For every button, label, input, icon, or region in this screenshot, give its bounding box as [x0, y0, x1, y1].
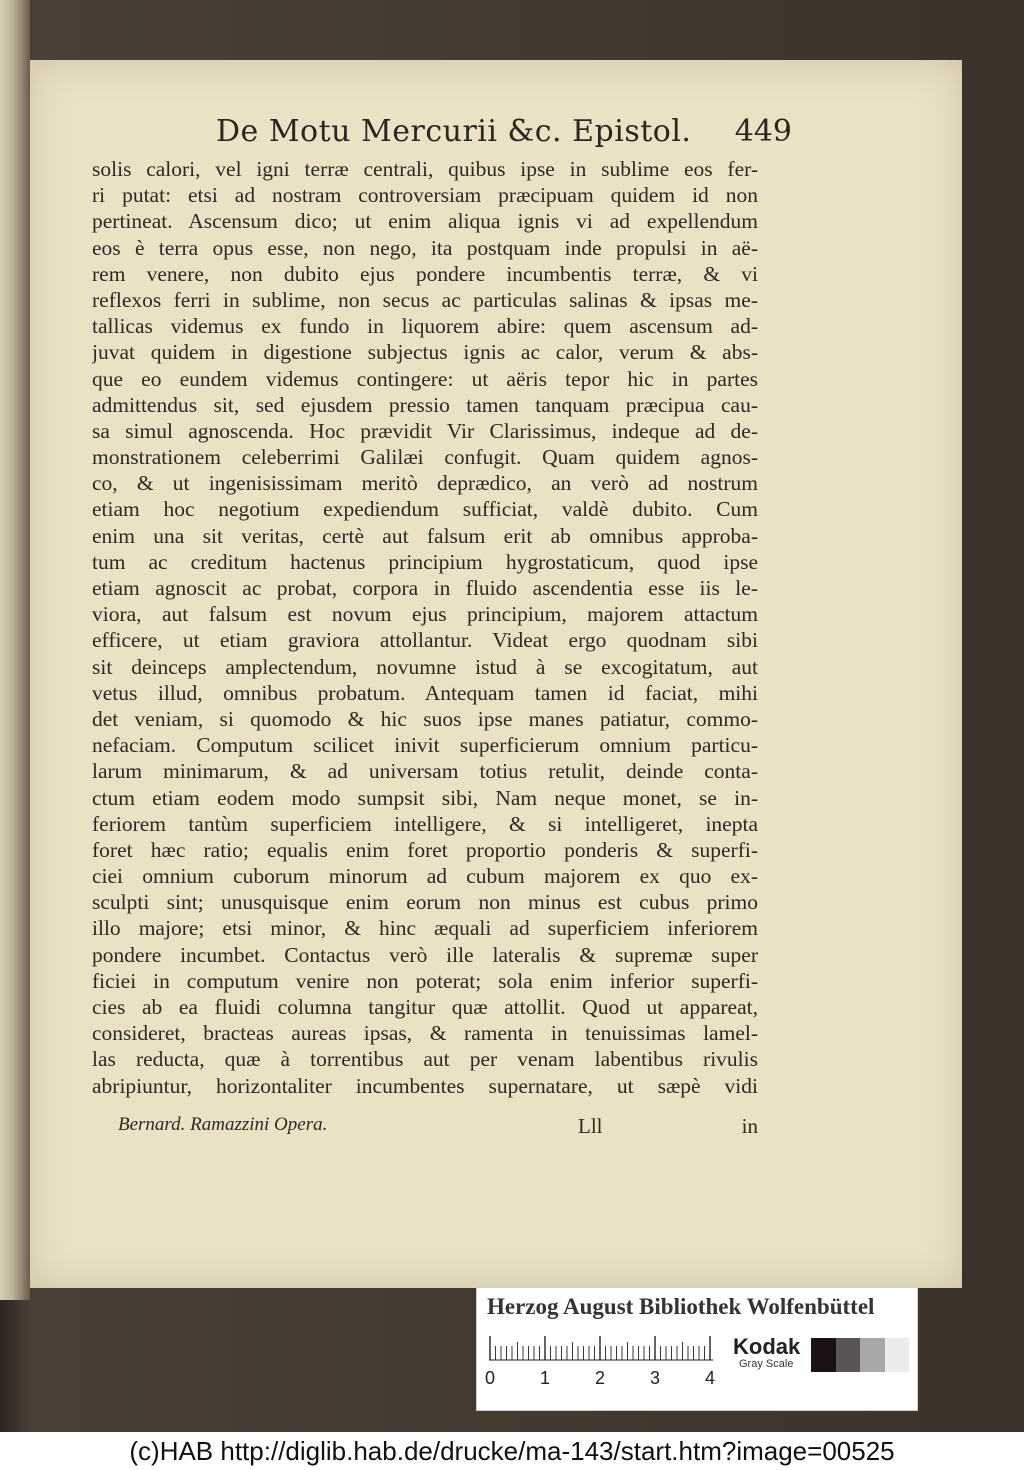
text-line: las reducta, quæ à torrentibus aut per venam labentibus rivulis [92, 1047, 758, 1072]
text-line: ri putat: etsi ad nostram controversiam præcipuam quidem id non [92, 183, 758, 208]
library-name: Herzog August Bibliothek Wolfenbüttel [487, 1294, 875, 1319]
text-line: que eo eundem videmus contingere: ut aëris tepor hic in partes [92, 366, 758, 391]
text-line: sa simul agnoscenda. Hoc prævidit Vir Clarissimus, indeque ad de- [92, 418, 758, 443]
catchword: in [741, 1114, 758, 1138]
text-line: juvat quidem in digestione subjectus ignis ac calor, verum & abs- [92, 340, 758, 365]
text-line: ficiei in computum venire non poterat; sola enim inferior superfi- [92, 968, 758, 993]
text-line: illo majore; etsi minor, & hinc æquali ad superficiem inferiorem [92, 916, 758, 941]
text-line: sculpti sint; unusquisque enim eorum non minus est cubus primo [92, 890, 758, 915]
text-line: consideret, bracteas aureas ipsas, & ramenta in tenuissimas lamel- [92, 1021, 758, 1046]
ruler-scale [489, 1332, 719, 1362]
source-url-bar [0, 1432, 1024, 1470]
text-line: pondere incumbet. Contactus verò ille lateralis & supremæ super [92, 942, 758, 967]
running-title: De Motu Mercurii &c. Epistol. [216, 114, 692, 149]
gray-swatch [811, 1338, 836, 1372]
book-spine-edge [0, 0, 30, 1300]
text-line: enim una sit veritas, certè aut falsum erit ab omnibus approba- [92, 523, 758, 548]
ruler-number: 1 [540, 1368, 551, 1388]
text-line: nefaciam. Computum scilicet inivit superficierum omnium particu- [92, 733, 758, 758]
text-line: etiam agnoscit ac probat, corpora in fluido ascendentia esse iis le- [92, 576, 758, 600]
text-line: tallicas videmus ex fundo in liquorem abire: quem ascensum ad- [92, 314, 758, 339]
footer-author: Bernard. Ramazzini Opera. [118, 1114, 328, 1135]
text-line: foret hæc ratio; equalis enim foret proportio ponderis & superfi- [92, 837, 758, 862]
gray-swatches [811, 1338, 909, 1372]
calibration-card [476, 1287, 918, 1411]
text-line: pertineat. Ascensum dico; ut enim aliqua ignis vi ad expellendum [92, 209, 758, 234]
text-line: rem venere, non dubito ejus pondere incumbentis terræ, & vi [92, 261, 758, 286]
book-page [30, 60, 962, 1288]
text-line: reflexos ferri in sublime, non secus ac particulas salinas & ipsas me- [92, 287, 758, 312]
gray-swatch [860, 1338, 885, 1372]
gray-swatch [836, 1338, 861, 1372]
text-line: solis calori, vel igni terræ centrali, quibus ipse in sublime eos fer- [92, 157, 758, 181]
ruler-numbers [485, 1368, 725, 1392]
text-line: etiam hoc negotium expediendum sufficiat, valdè dubito. Cum [92, 497, 758, 522]
text-line: vetus illud, omnibus probatum. Antequam tamen id faciat, mihi [92, 680, 758, 705]
text-line: eos è terra opus esse, non nego, ita postquam inde propulsi in aë- [92, 235, 758, 260]
text-line: abripiuntur, horizontaliter incumbentes supernatare, ut sæpè vidi [92, 1073, 758, 1098]
text-line: ctum etiam eodem modo sumpsit sibi, Nam neque monet, se in- [92, 785, 758, 810]
kodak-logo: Kodak [733, 1334, 801, 1359]
text-line: det veniam, si quomodo & hic suos ipse manes patiatur, commo- [92, 706, 758, 731]
signature-mark: Lll [578, 1114, 603, 1138]
ruler-number: 0 [485, 1368, 496, 1388]
text-line: viora, aut falsum est novum ejus principium, majorem attactum [92, 602, 758, 627]
page-header [216, 114, 792, 154]
ruler-number: 3 [650, 1368, 661, 1388]
ruler-number: 2 [595, 1368, 606, 1388]
gray-scale-label: Gray Scale [739, 1358, 794, 1370]
page-number: 449 [734, 114, 792, 149]
text-line: efficere, ut etiam graviora attollantur. Videat ergo quodnam sibi [92, 628, 758, 653]
page-footer [92, 1114, 758, 1142]
text-line: monstrationem celeberrimi Galilæi confugit. Quam quidem agnos- [92, 445, 758, 470]
text-line: cies ab ea fluidi columna tangitur quæ attollit. Quod ut appareat, [92, 995, 758, 1019]
ruler-number: 4 [705, 1368, 716, 1388]
text-line: co, & ut ingenisissimam meritò deprædico, an verò ad nostrum [92, 471, 758, 496]
text-line: tum ac creditum hactenus principium hygrostaticum, quod ipse [92, 549, 758, 574]
text-line: larum minimarum, & ad universam totius retulit, deinde conta- [92, 759, 758, 784]
body-text [92, 156, 758, 1099]
text-line: ciei omnium cuborum minorum ad cubum majorem ex quo ex- [92, 864, 758, 889]
text-line: sit deinceps amplectendum, novumne istud à se excogitatum, aut [92, 654, 758, 679]
text-line: feriorem tantùm superficiem intelligere, & si intelligeret, inepta [92, 811, 758, 836]
text-line: admittendus sit, sed ejusdem pressio tamen tanquam præcipua cau- [92, 392, 758, 417]
source-url: (c)HAB http://diglib.hab.de/drucke/ma-143/start.htm?image=00525 [129, 1436, 895, 1466]
gray-swatch [885, 1338, 910, 1372]
